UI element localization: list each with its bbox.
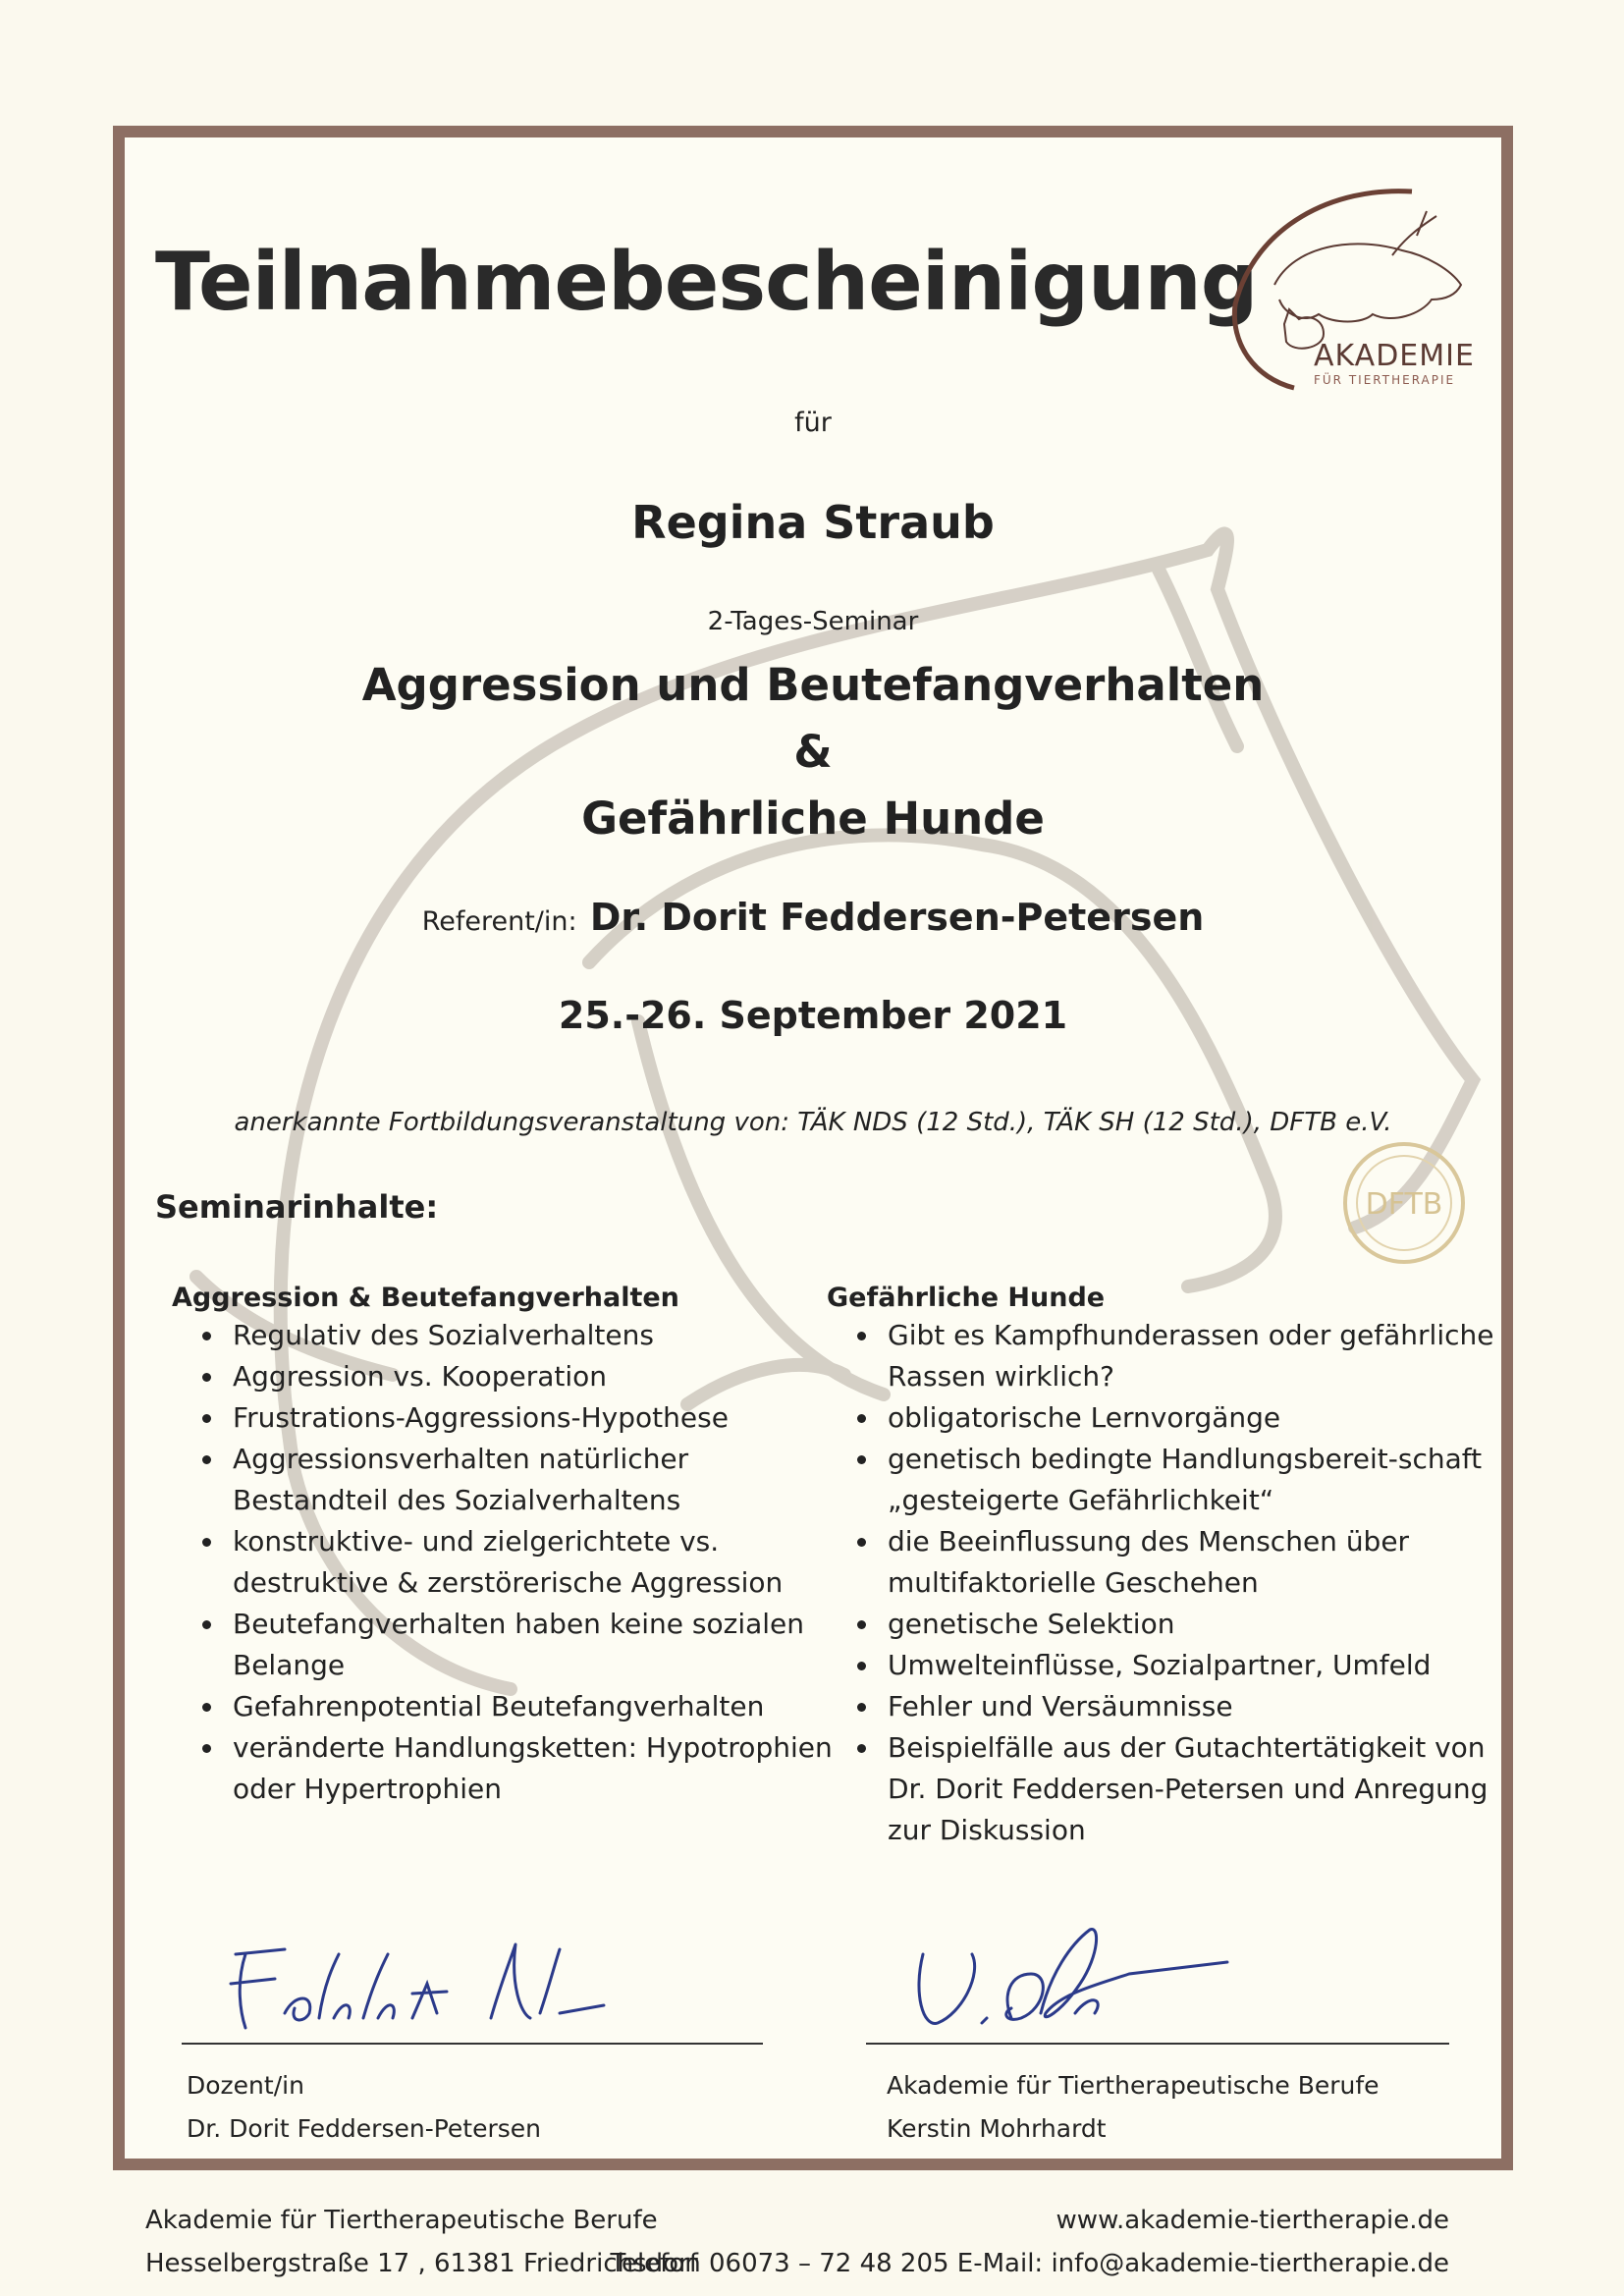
footer-address: Hesselbergstraße 17 , 61381 Friedrichsdorf <box>145 2249 698 2278</box>
participant-name: Regina Straub <box>631 496 995 549</box>
right-topic-list <box>827 1315 1494 1851</box>
signature-right-caption <box>887 2064 1380 2151</box>
signature-line-right <box>866 2043 1449 2045</box>
seminar-type: 2-Tages-Seminar <box>707 607 919 636</box>
lecturer-name: Dr. Dorit Feddersen-Petersen <box>187 2114 541 2143</box>
academy-signer-name: Kerstin Mohrhardt <box>887 2114 1107 2143</box>
signature-left-caption <box>187 2064 541 2151</box>
list-item: veränderte Handlungsketten: Hypotrophien oder Hypertrophien <box>233 1727 839 1810</box>
logo-name: AKADEMIE <box>1314 339 1475 373</box>
list-item: genetisch bedingte Handlungsbereit-schaft „gesteigerte Gefährlichkeit“ <box>888 1439 1494 1521</box>
referent-label: Referent/in: <box>421 906 577 937</box>
footer-org: Akademie für Tiertherapeutische Berufe <box>145 2206 658 2235</box>
referent <box>113 896 1513 939</box>
list-item: Aggression vs. Kooperation <box>233 1356 839 1397</box>
seminar-date: 25.-26. September 2021 <box>558 994 1068 1037</box>
list-item: genetische Selektion <box>888 1604 1494 1645</box>
list-item: Beutefangverhalten haben keine sozialen Belange <box>233 1604 839 1686</box>
seminar-title-line-1: Aggression und Beutefangverhalten <box>361 659 1265 711</box>
stamp-text: DFTB <box>1365 1187 1443 1222</box>
left-column-title: Aggression & Beutefangverhalten <box>172 1283 679 1313</box>
left-topic-list <box>172 1315 839 1810</box>
right-column-title: Gefährliche Hunde <box>827 1283 1106 1313</box>
certificate-title: Teilnahmebescheinigung <box>155 236 1258 329</box>
seminar-title-ampersand: & <box>793 726 833 778</box>
list-item: Fehler und Versäumnisse <box>888 1686 1494 1727</box>
dftb-stamp <box>1330 1129 1478 1277</box>
seminar-title-line-2: Gefährliche Hunde <box>581 793 1045 845</box>
list-item: Beispielfälle aus der Gutachtertätigkeit von Dr. Dorit Feddersen-Petersen und Anregung zur Diskussion <box>888 1727 1494 1851</box>
list-item: Regulativ des Sozialverhaltens <box>233 1315 839 1356</box>
accreditation-note: anerkannte Fortbildungsveranstaltung von: TÄK NDS (12 Std.), TÄK SH (12 Std.), DFTB e.V. <box>234 1108 1392 1137</box>
lecturer-role: Dozent/in <box>187 2071 304 2100</box>
signature-right <box>903 1915 1237 2043</box>
list-item: obligatorische Lernvorgänge <box>888 1397 1494 1439</box>
list-item: Gefahrenpotential Beutefangverhalten <box>233 1686 839 1727</box>
footer-contact: Telefon 06073 – 72 48 205 E-Mail: info@akademie-tiertherapie.de <box>610 2249 1449 2278</box>
contents-right-column <box>827 1283 1494 1851</box>
academy-role: Akademie für Tiertherapeutische Berufe <box>887 2071 1380 2100</box>
referent-name: Dr. Dorit Feddersen-Petersen <box>589 896 1205 939</box>
list-item: Frustrations-Aggressions-Hypothese <box>233 1397 839 1439</box>
list-item: konstruktive- und zielgerichtete vs. destruktive & zerstörerische Aggression <box>233 1521 839 1604</box>
dog-head-icon <box>1274 244 1461 321</box>
logo-subtitle: FÜR TIERTHERAPIE <box>1314 373 1456 387</box>
list-item: die Beeinflussung des Menschen über multifaktorielle Geschehen <box>888 1521 1494 1604</box>
signature-line-left <box>182 2043 763 2045</box>
footer-website: www.akademie-tiertherapie.de <box>1056 2206 1449 2235</box>
contents-heading: Seminarinhalte: <box>155 1188 439 1226</box>
list-item: Gibt es Kampfhunderassen oder gefährliche Rassen wirklich? <box>888 1315 1494 1397</box>
signature-left <box>216 1925 648 2043</box>
seminar-title <box>113 652 1513 852</box>
list-item: Umwelteinflüsse, Sozialpartner, Umfeld <box>888 1645 1494 1686</box>
for-label: für <box>794 408 832 438</box>
list-item: Aggressionsverhalten natürlicher Bestandteil des Sozialverhaltens <box>233 1439 839 1521</box>
contents-left-column <box>172 1283 839 1810</box>
